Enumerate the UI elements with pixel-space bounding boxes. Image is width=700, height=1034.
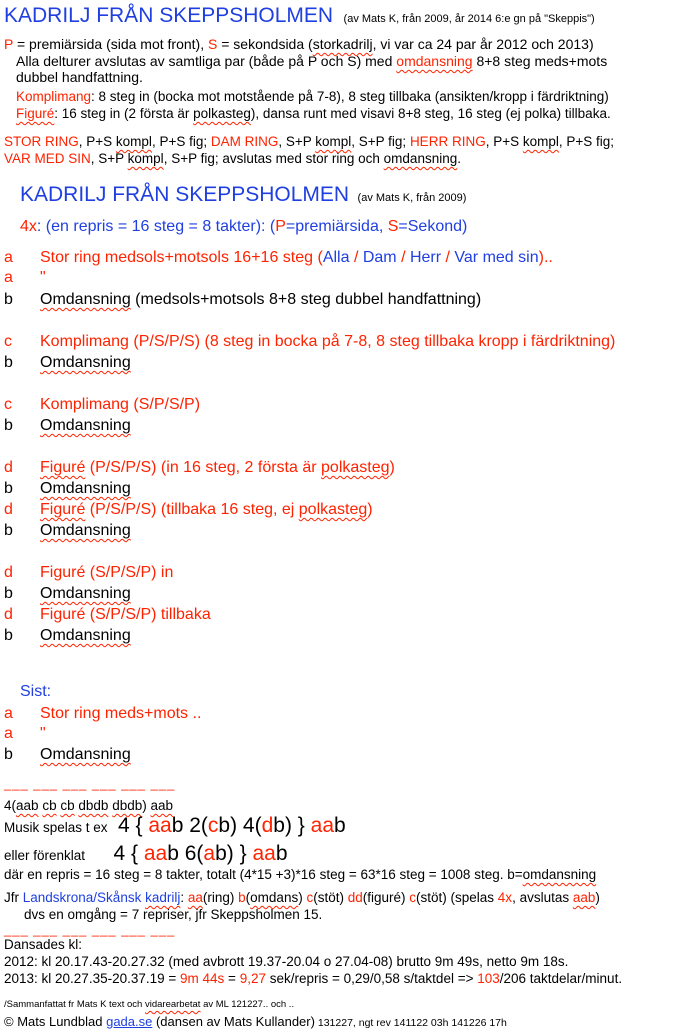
second-title-note: (av Mats K, från 2009) [357,192,467,204]
step-komplimang: Komplimang (P/S/P/S) (8 steg in bocka på 7-8, 8 steg tillbaka kropp i färdriktning) [40,333,616,350]
omdansning-word: Omdansning [40,417,131,434]
ring1-j: , P+S [485,134,523,149]
ring1-kompl-2: kompl [315,134,352,149]
step-letter: a [4,705,13,722]
musik-b4: b [334,814,346,837]
step-omdansning [40,522,131,540]
jfr-c2: c [409,890,417,905]
rep-count: 4x [20,218,37,235]
omdansning-word: Omdansning [40,480,131,497]
polkasteg-word: polkasteg [298,501,368,518]
forenklat-line [4,842,288,866]
musik-line [4,814,346,838]
var-med-sin: VAR MED SIN [4,151,91,166]
step-figure [40,459,395,477]
sist-heading: Sist: [20,683,52,700]
step0-text: Stor ring medsols+motsols 16+16 steg ( [40,249,323,266]
omdansning-word: Omdansning [40,627,131,644]
formula-aab2: aab [150,798,174,813]
jfr-aab: aab [572,890,596,905]
step-letter: c [4,333,12,350]
ring2-f: . [457,151,461,166]
step-stor-ring-final: Stor ring meds+mots .. [40,705,202,722]
step-omdansning [40,480,131,498]
stor-ring: STOR RING [4,134,79,149]
musik-f1: 4 { [118,814,149,837]
s-label: S [208,36,218,52]
forenk-formula [114,842,288,865]
ring1-f: , S+P [278,134,316,149]
step-figure: Figuré (S/P/S/P) tillbaka [40,606,211,623]
dansades-head: Dansades kl: [4,937,83,952]
rep-p: P [275,218,286,235]
d2013-f: 103 [477,971,500,986]
forenk-b2: b) } [215,842,253,865]
step-ditto: " [40,269,46,286]
step0-end: ).. [538,249,553,266]
step-stor-ring [40,249,553,267]
musik-a1: aa [148,814,172,837]
step-omdansning [40,417,131,435]
jfr-b: Landskrona/Skånsk [22,890,146,905]
ring1-kompl-1: kompl [115,134,152,149]
jfr-aa: aa [187,890,203,905]
step-komplimang: Komplimang (S/P/S/P) [40,396,201,413]
figure-text-a: : 16 steg in (2 första är [54,106,194,121]
ring2-kompl: kompl [127,151,164,166]
musik-formula [118,814,346,837]
divider-dashes: ___ ___ ___ ___ ___ ___ [4,776,176,791]
divider-dashes-2: ___ ___ ___ ___ ___ ___ [4,922,176,937]
formula-pre: 4( [4,798,17,813]
footer-c: av ML 121227.. och .. [200,999,295,1010]
formula-dbdb1: dbdb [78,798,109,813]
ring2-d: , S+P fig; avslutas med stor ring och [163,151,384,166]
step-omdansning [40,746,131,764]
d2013-c: = [224,971,240,986]
gada-link[interactable]: gada.se [106,1014,153,1029]
step-ditto: " [40,725,46,742]
legend-rest: , vi var ca 24 par år 2012 och 2013) [372,36,594,52]
footer-copyright [4,1014,507,1029]
step-letter: a [4,249,13,266]
step9-text: (P/S/P/S) (tillbaka 16 steg, ej [85,501,299,518]
d2013-a: 2013: kl 20.27.35-20.37.19 = [4,971,181,986]
formula-close: ) [142,798,151,813]
omgang-line: dvs en omgång = 7 repriser, jfr Skeppsholmen 15. [24,907,323,922]
step-letter: c [4,396,12,413]
jfr-t: ) [595,890,600,905]
step-omdansning [40,627,131,645]
step0-dam: Dam [362,249,397,266]
herr-ring: HERR RING [409,134,486,149]
repris-header [20,218,467,236]
legend-line-1 [4,36,594,52]
step-letter: b [4,627,13,644]
d2013-d: 9,27 [239,971,266,986]
step-figure [40,501,373,519]
rep-s: S [387,218,399,235]
omdansning-word: Omdansning [40,522,131,539]
d2013-b: 9m 44s [180,971,225,986]
jfr-n: (figuré) [362,890,410,905]
p-text: = premiärsida (sida mot front), [13,36,208,52]
ring1-d: , P+S fig; [151,134,211,149]
jfr-kadrilj: kadrilj [145,890,181,905]
formula-line [4,798,173,813]
s-text: = sekondsida ( [217,36,313,52]
step-letter: d [4,606,13,623]
step-letter: a [4,725,13,742]
step7-end: ) [389,459,395,476]
jfr-h: ( [245,890,251,905]
formula-dbdb2: dbdb [112,798,143,813]
musik-b1: b 2( [171,814,208,837]
forenk-a3: a [203,842,216,865]
forenk-a1: aa [143,842,168,865]
jfr-omdans: omdans [250,890,299,905]
storkadrilj-word: storkadrilj [312,36,373,52]
line2-text: Alla delturer avslutas av samtliga par (både på P och S) med [16,53,397,69]
second-title: KADRILJ FRÅN SKEPPSHOLMEN [20,183,350,206]
jfr-4x: 4x [497,890,513,905]
musik-c: c [207,814,219,837]
forenk-b3: b [275,842,288,865]
jfr-b-letter: b [238,890,246,905]
jfr-c1: c [306,890,314,905]
rep-eq2: =Sekond) [398,218,468,235]
d2013-e: sek/repris = 0,29/0,58 s/taktdel => [265,971,478,986]
d2013-g: /206 taktdelar/minut. [499,971,623,986]
polkasteg-word: polkasteg [321,459,390,476]
formula-cb1: cb [42,798,57,813]
jfr-f: (ring) [202,890,239,905]
omdansning-word: Omdansning [40,585,131,602]
jfr-line [4,890,600,905]
forenk-label: eller förenklat [4,848,86,863]
step-letter: a [4,269,13,286]
forenk-a2: aa [252,842,276,865]
figure-text-b: ), dansa runt med visavi 8+8 steg, 16 steg (ej polka) tillbaka. [250,106,611,121]
ring1-b: , P+S [78,134,116,149]
legend-line-3 [16,69,143,85]
line3-text: dubbel handfattning. [16,69,143,85]
step0-alla: Alla [322,249,350,266]
forenk-f1: 4 { [113,842,144,865]
footer-d: (dansen av Mats Kullander) [152,1014,315,1029]
top-title-line [4,4,595,28]
dansades-2013 [4,971,622,986]
line2-omdansning: omdansning [396,53,473,69]
repris-line [4,867,596,882]
jfr-r: , avslutas [512,890,573,905]
jfr-dd: dd [347,890,363,905]
ring-line-2 [4,151,461,166]
footer-note [4,999,294,1010]
step-letter: b [4,417,13,434]
step-letter: b [4,746,13,763]
step-letter: d [4,459,13,476]
musik-label: Musik spelas t ex [4,820,108,835]
kompl-text: : 8 steg in (bocka mot motstående på 7-8), 8 steg tillbaka (ansikten/kropp i färdriktning) [91,89,609,104]
page-title: KADRILJ FRÅN SKEPPSHOLMEN [4,4,334,27]
formula-cb2: cb [60,798,75,813]
dansades-2012: 2012: kl 20.17.43-20.27.32 (med avbrott 19.37-20.04 o 27.04-08) brutto 9m 49s, netto 9m 18s. [4,954,569,969]
rep-eq1: =premiärsida, [285,218,388,235]
musik-b2: b) 4( [218,814,262,837]
repris-omdansning: omdansning [522,867,597,882]
figure-word: Figuré [40,459,86,476]
title-note: (av Mats K, från 2009, år 2014 6:e gn på "Skeppis") [343,13,595,25]
footer-e: 131227, ngt rev 141122 03h 141226 17h [314,1017,507,1029]
footer-b: vidarearbetat [144,999,201,1010]
step-figure: Figuré (S/P/S/P) in [40,564,174,581]
step-letter: b [4,291,13,308]
jfr-l: (stöt) [313,890,348,905]
step0-var: Var med sin [454,249,539,266]
figure-line [16,106,611,121]
ring1-kompl-3: kompl [522,134,559,149]
jfr-a: Jfr [4,890,23,905]
step-letter: b [4,522,13,539]
step-omdansning [40,585,131,603]
legend-line-2 [16,53,607,69]
step-letter: d [4,501,13,518]
ring2-b: , S+P [90,151,128,166]
jfr-d: : [180,890,188,905]
musik-b3: b) } [273,814,311,837]
ring1-l: , P+S fig; [558,134,615,149]
jfr-p: (stöt) (spelas [416,890,498,905]
kompl-label: Komplimang [16,89,92,104]
ring1-h: , S+P fig; [351,134,410,149]
omdansning-word: Omdansning [40,746,131,763]
step0-herr: Herr [409,249,442,266]
line2-rest: 8+8 steg meds+mots [472,53,608,69]
footer-a: /Sammanfattat fr Mats K text och [4,999,145,1010]
step7-text: (P/S/P/S) (in 16 steg, 2 första är [85,459,322,476]
step-letter: b [4,480,13,497]
omdansning-word: Omdansning [40,291,131,308]
forenk-b1: b 6( [167,842,204,865]
formula-aab: aab [16,798,39,813]
musik-a2: aa [310,814,335,837]
figure-word: Figuré [40,501,86,518]
ring-line-1 [4,134,614,149]
second-title-line [20,183,466,207]
figure-polkasteg: polkasteg [193,106,251,121]
ring2-omdansning: omdansning [383,151,458,166]
musik-d: d [261,814,274,837]
repris-text: där en repris = 16 steg = 8 takter, totalt (4*15 +3)*16 steg = 63*16 steg = 1008 steg. b= [4,867,523,882]
step-omdansning [40,354,131,372]
jfr-j: ) [298,890,307,905]
rep-desc: : (en repris = 16 steg = 8 takter): ( [36,218,276,235]
kompl-line [16,89,609,104]
figure-label: Figuré [16,106,55,121]
step2-text: (medsols+motsols 8+8 steg dubbel handfattning) [130,291,482,308]
dam-ring: DAM RING [210,134,279,149]
omdansning-word: Omdansning [40,354,131,371]
step9-end: ) [367,501,373,518]
step-letter: b [4,354,13,371]
step-letter: b [4,585,13,602]
step0-sl3: / [441,249,455,266]
step0-sl1: / [349,249,363,266]
copyright-text: © Mats Lundblad [4,1014,107,1029]
p-label: P [4,36,14,52]
step-omdansning [40,291,481,309]
step0-sl2: / [396,249,410,266]
step-letter: d [4,564,13,581]
